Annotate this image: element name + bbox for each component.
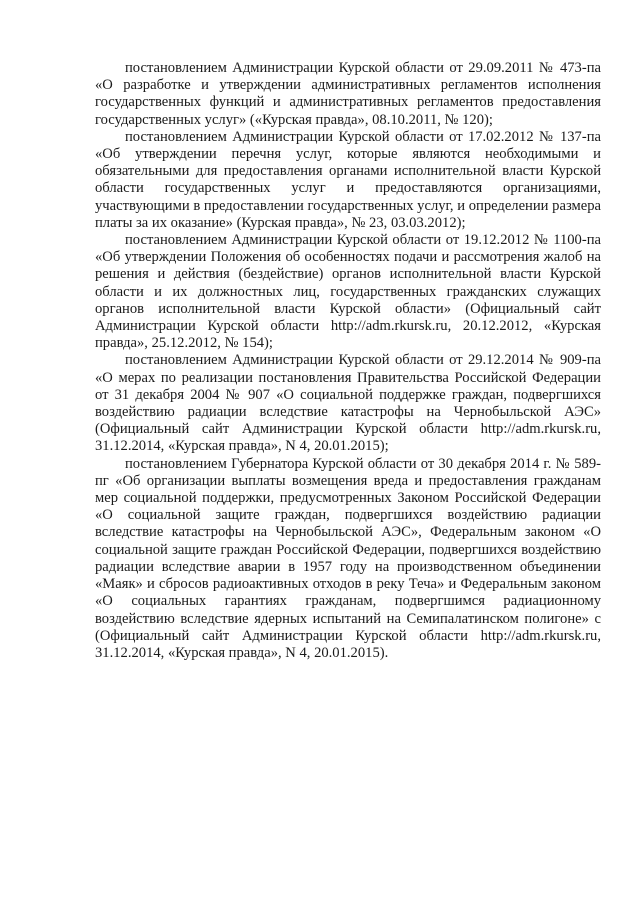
paragraph-decree-473: постановлением Администрации Курской области от 29.09.2011 № 473-па «О разработке и утверждении административных регламентов исполнения государственных функций и административных регламентов предоставления государственных услуг» («Курская правда», 08.10.2011, № 120);: [95, 60, 601, 128]
paragraph-decree-589: постановлением Губернатора Курской области от 30 декабря 2014 г. № 589-пг «Об организации выплаты возмещения вреда и предоставления гражданам мер социальной поддержки, предусмотренных Законом Российской Федерации «О социальной защите граждан, подвергшихся воздействию радиации вследствие катастрофы на Чернобыльской АЭС», Федеральным законом «О социальной защите граждан Российской Федерации, подвергшихся воздействию радиации вследствие аварии в 1957 году на производственном объединении «Маяк» и сбросов радиоактивных отходов в реку Теча» и Федеральным законом «О социальных гарантиях гражданам, подвергшимся радиационному воздействию вследствие ядерных испытаний на Семипалатинском полигоне» с (Официальный сайт Администрации Курской области http://adm.rkursk.ru, 31.12.2014, «Курская правда», N 4, 20.01.2015).: [95, 455, 601, 661]
paragraph-decree-137: постановлением Администрации Курской области от 17.02.2012 № 137-па «Об утверждении перечня услуг, которые являются необходимыми и обязательными для предоставления органами исполнительной власти Курской области государственных услуг и предоставляются организациями, участвующими в предоставлении государственных услуг, и определении размера платы за их оказание» (Курская правда», № 23, 03.03.2012);: [95, 128, 601, 231]
paragraph-decree-1100: постановлением Администрации Курской области от 19.12.2012 № 1100-па «Об утверждении Положения об особенностях подачи и рассмотрения жалоб на решения и действия (бездействие) органов исполнительной власти Курской области и их должностных лиц, государственных гражданских служащих органов исполнительной власти Курской области» (Официальный сайт Администрации Курской области http://adm.rkursk.ru, 20.12.2012, «Курская правда», 25.12.2012, № 154);: [95, 232, 601, 352]
document-body: [95, 60, 601, 662]
paragraph-decree-909: постановлением Администрации Курской области от 29.12.2014 № 909-па «О мерах по реализации постановления Правительства Российской Федерации от 31 декабря 2004 № 907 «О социальной поддержке граждан, подвергшихся воздействию радиации вследствие катастрофы на Чернобыльской АЭС» (Официальный сайт Администрации Курской области http://adm.rkursk.ru, 31.12.2014, «Курская правда», N 4, 20.01.2015);: [95, 352, 601, 455]
